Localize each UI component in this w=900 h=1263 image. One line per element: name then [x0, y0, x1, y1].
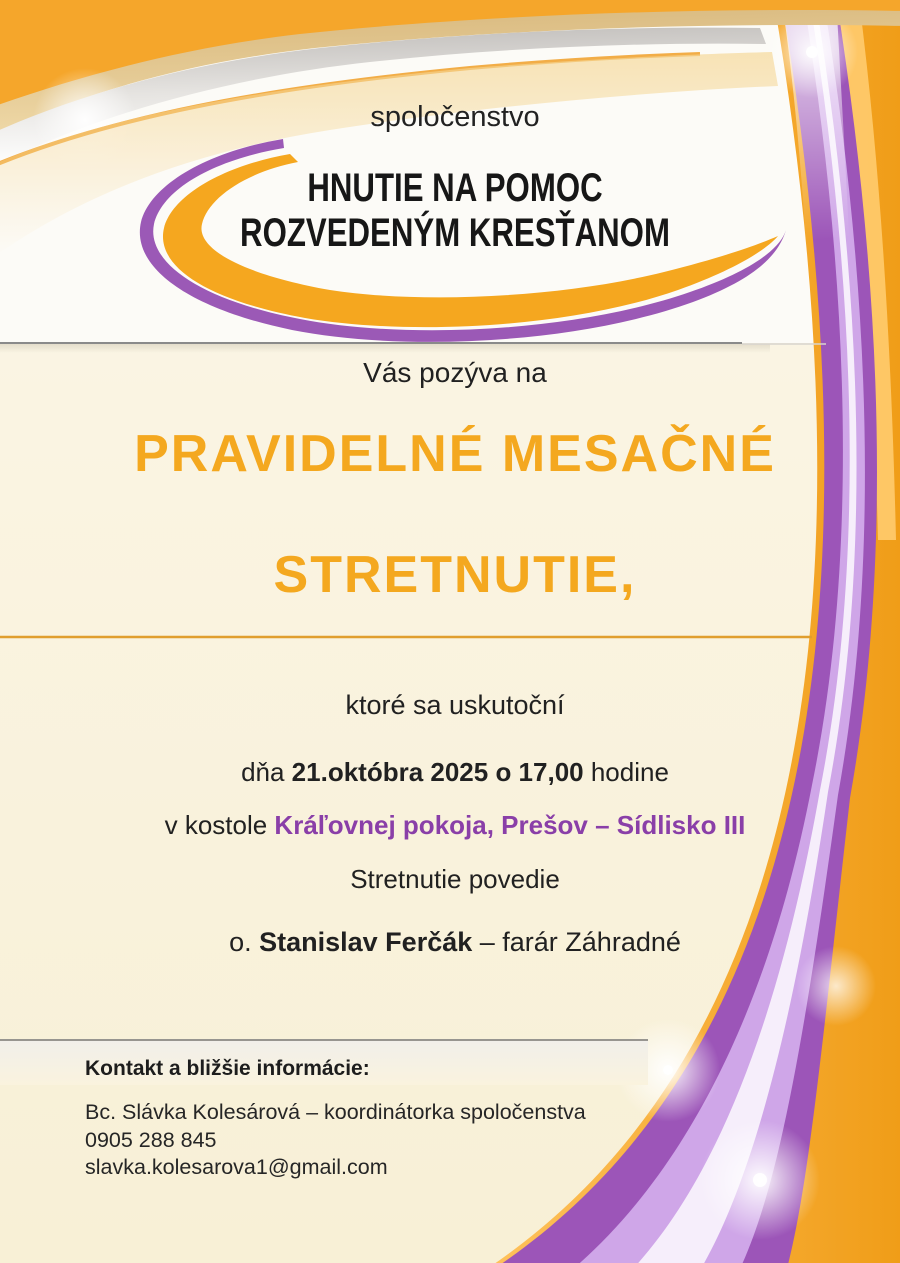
- divider1-shadow: [0, 344, 770, 353]
- contact-phone: 0905 288 845: [85, 1127, 217, 1152]
- place-line: [100, 810, 810, 841]
- event-title-line1: PRAVIDELNÉ MESAČNÉ: [134, 425, 776, 483]
- contact-heading: Kontakt a bližšie informácie:: [85, 1057, 370, 1080]
- subtitle-line: ktoré sa uskutoční: [345, 690, 565, 720]
- lead-line: Stretnutie povedie: [350, 864, 560, 894]
- sparkle-low1-core: [663, 1065, 673, 1075]
- speaker-prefix: o.: [229, 927, 260, 957]
- date-value: 21.októbra 2025 o 17,00: [291, 757, 584, 787]
- speaker-name: Stanislav Ferčák: [259, 927, 473, 957]
- speaker-line: [100, 927, 810, 958]
- contact-block: [85, 1057, 645, 1182]
- sparkle-low2-core: [753, 1173, 767, 1187]
- event-title-line2: STRETNUTIE,: [273, 546, 637, 604]
- place-value: Kráľovnej pokoja, Prešov – Sídlisko III: [274, 810, 746, 840]
- sparkle-top-core: [806, 46, 818, 58]
- org-name-line2: ROZVEDENÝM KRESŤANOM: [240, 211, 670, 255]
- place-prefix: v kostole: [164, 810, 275, 840]
- org-logo: [60, 166, 850, 256]
- date-prefix: dňa: [241, 757, 292, 787]
- speaker-suffix: – farár Záhradné: [472, 927, 681, 957]
- contact-email: slavka.kolesarova1@gmail.com: [85, 1155, 388, 1179]
- date-suffix: hodine: [583, 757, 669, 787]
- org-name-line1: HNUTIE NA POMOC: [307, 166, 603, 210]
- community-label: spoločenstvo: [370, 101, 540, 133]
- invite-line: Vás pozýva na: [363, 357, 547, 388]
- date-line: [100, 757, 810, 788]
- contact-name: Bc. Slávka Kolesárová – koordinátorka spoločenstva: [85, 1100, 586, 1124]
- sparkle-mid: [796, 946, 876, 1026]
